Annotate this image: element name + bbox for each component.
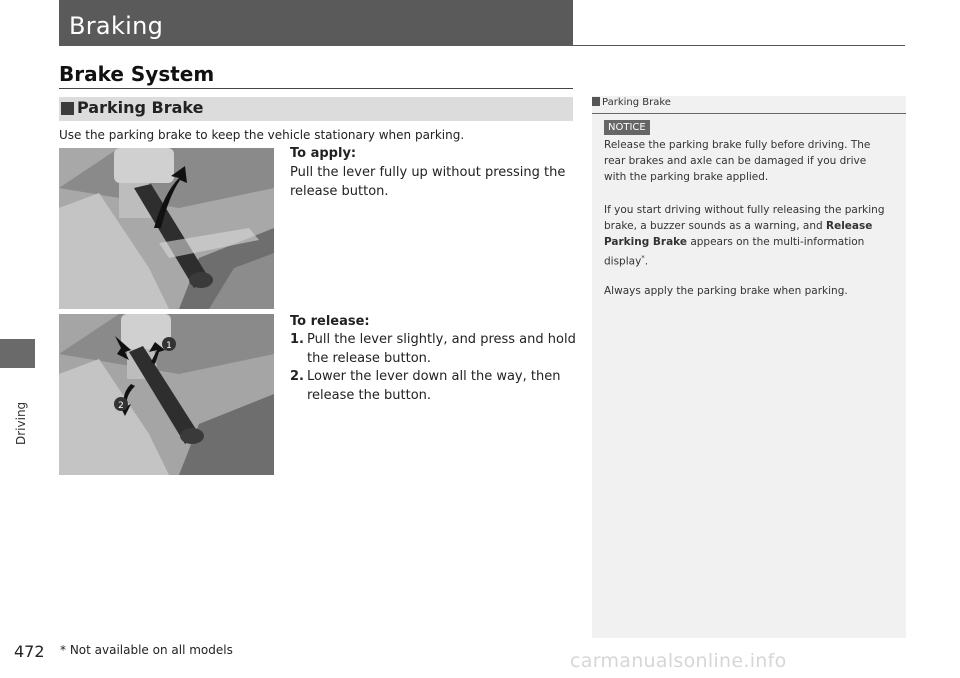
note-p2-line-3: [604, 234, 864, 250]
page-heading: Brake System: [59, 62, 215, 86]
heading-divider: [59, 88, 573, 89]
release-step-1-line-1: Pull the lever slightly, and press and hold: [307, 332, 576, 347]
notice-line-2: rear brakes and axle can be damaged if you drive: [604, 155, 867, 167]
section-divider: [573, 45, 905, 46]
apply-line-1: Pull the lever fully up without pressing the: [290, 165, 566, 180]
note-p2-release-bold: Release: [826, 220, 873, 232]
footnote: * Not available on all models: [60, 643, 233, 657]
note-p2-line-3-text: appears on the multi-information: [687, 236, 865, 248]
reference-icon: [592, 97, 600, 106]
notes-title: [592, 97, 671, 108]
note-p2-period: .: [644, 255, 649, 268]
intro-text: Use the parking brake to keep the vehicle stationary when parking.: [59, 128, 465, 142]
release-step-2-line-1: Lower the lever down all the way, then: [307, 369, 561, 384]
note-p2-line-4: [604, 250, 648, 270]
release-title: To release:: [290, 314, 370, 329]
notice-line-1: Release the parking brake fully before driving. The: [604, 139, 871, 151]
chapter-tab-label: Driving: [14, 401, 28, 445]
release-step-2-line-2: release the button.: [307, 388, 432, 403]
notes-title-text: Parking Brake: [602, 97, 671, 108]
subheading-bar: [59, 97, 573, 121]
callout-2: 2: [118, 401, 124, 411]
footnote-marker: *: [641, 254, 645, 262]
notes-divider: [592, 113, 906, 114]
note-p2-line-1: If you start driving without fully releasing the parking: [604, 204, 885, 216]
watermark: carmanualsonline.info: [570, 650, 787, 672]
release-step-1-line-2: the release button.: [307, 351, 432, 366]
release-parking-brake-photo: [59, 314, 274, 475]
notice-line-3: with the parking brake applied.: [604, 171, 769, 183]
release-step-2-number: 2.: [290, 369, 304, 384]
square-bullet-icon: [61, 102, 74, 115]
apply-line-2: release button.: [290, 184, 389, 199]
section-header: [59, 0, 573, 46]
page-number: 472: [14, 642, 45, 661]
note-p2-line-2: [604, 218, 872, 234]
note-p2-display-text: display: [604, 255, 642, 268]
subheading-label: Parking Brake: [77, 98, 204, 117]
apply-parking-brake-photo: [59, 148, 274, 309]
section-title: Braking: [69, 12, 164, 40]
note-p2-parking-brake-bold: Parking Brake: [604, 236, 687, 248]
note-p3: Always apply the parking brake when parking.: [604, 285, 848, 297]
note-p2-line-2-text: brake, a buzzer sounds as a warning, and: [604, 220, 826, 232]
notice-badge: NOTICE: [604, 120, 650, 135]
chapter-tab[interactable]: [0, 339, 35, 368]
release-step-1-number: 1.: [290, 332, 304, 347]
callout-1: 1: [166, 341, 172, 351]
apply-title: To apply:: [290, 146, 357, 161]
